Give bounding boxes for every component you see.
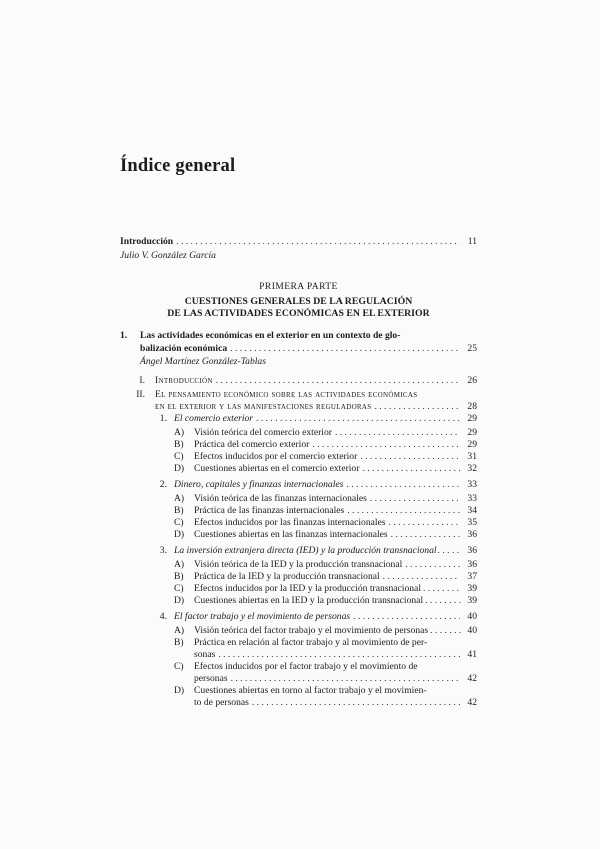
item-letter: C) (174, 451, 184, 462)
toc-entry-section-1[interactable] (155, 374, 477, 387)
item-letter: A) (174, 427, 185, 438)
part-label: PRIMERA PARTE (259, 281, 338, 292)
entry-page: 39 (467, 583, 477, 594)
leader-dots (438, 544, 462, 557)
entry-page: 35 (467, 517, 477, 528)
toc-entry-item[interactable] (194, 462, 477, 475)
item-letter: C) (174, 583, 184, 594)
item-letter: C) (174, 517, 184, 528)
entry-page: 25 (467, 343, 477, 354)
entry-page: 29 (467, 439, 477, 450)
entry-page: 11 (467, 236, 477, 247)
toc-entry-item[interactable] (194, 594, 477, 607)
part-heading-line-2: DE LAS ACTIVIDADES ECONÓMICAS EN EL EXTERIOR (167, 308, 430, 319)
entry-page: 34 (467, 505, 477, 516)
entry-title: Práctica de las finanzas internacionales (194, 505, 345, 516)
entry-page: 36 (467, 545, 477, 556)
item-letter: A) (174, 559, 185, 570)
leader-dots (256, 412, 460, 425)
leader-dots (176, 235, 460, 248)
item-letter: C) (174, 661, 184, 672)
entry-page: 28 (467, 401, 477, 412)
entry-title: en el exterior y las manifestaciones reguladoras (155, 401, 372, 412)
entry-title: Introducción (120, 236, 174, 247)
toc-entry-introduction[interactable] (120, 235, 477, 248)
leader-dots (230, 342, 460, 355)
leader-dots (252, 696, 460, 709)
entry-author: Julio V. González García (120, 250, 216, 261)
item-letter: B) (174, 439, 184, 450)
entry-page: 42 (467, 673, 477, 684)
entry-title: Cuestiones abiertas en la IED y la producción transnacional (194, 595, 424, 606)
subsection-number: 1. (159, 413, 167, 424)
entry-page: 29 (467, 427, 477, 438)
entry-title: Práctica de la IED y la producción transnacional (194, 571, 380, 582)
toc-entry-item[interactable] (194, 528, 477, 541)
subsection-number: 4. (159, 611, 167, 622)
entry-page: 33 (467, 479, 477, 490)
chapter-number: 1. (120, 330, 128, 341)
leader-dots (430, 624, 461, 637)
item-letter: A) (174, 625, 185, 636)
entry-title: Cuestiones abiertas en las finanzas internacionales (194, 529, 388, 540)
entry-page: 29 (467, 413, 477, 424)
entry-title: Dinero, capitales y finanzas internacionales (174, 479, 344, 490)
entry-title: balización económica (140, 343, 228, 354)
page-title: Índice general (120, 156, 236, 176)
entry-page: 36 (467, 559, 477, 570)
chapter-author: Ángel Martínez González-Tablas (140, 356, 266, 367)
toc-entry-subsection-4[interactable] (174, 610, 477, 623)
section-title-line-1[interactable]: El pensamiento económico sobre las actividades económicas (155, 389, 418, 400)
item-letter: D) (174, 595, 185, 606)
section-number: I. (139, 375, 145, 386)
toc-entry-subsection-2[interactable] (174, 478, 477, 491)
toc-entry-subsection-3[interactable] (174, 544, 477, 557)
leader-dots (346, 478, 460, 491)
entry-title: personas (194, 673, 228, 684)
leader-dots (362, 462, 460, 475)
item-title-line-1[interactable]: Efectos inducidos por el factor trabajo y el movimiento de (194, 661, 418, 672)
entry-page: 26 (467, 375, 477, 386)
leader-dots (216, 374, 460, 387)
entry-page: 32 (467, 463, 477, 474)
item-letter: D) (174, 529, 185, 540)
leader-dots (425, 594, 461, 607)
entry-page: 41 (467, 649, 477, 660)
entry-page: 39 (467, 595, 477, 606)
entry-title: Efectos inducidos por el comercio exterior (194, 451, 358, 462)
item-letter: D) (174, 463, 185, 474)
entry-page: 40 (467, 611, 477, 622)
section-number: II. (136, 389, 145, 400)
entry-page: 33 (467, 493, 477, 504)
entry-title: Visión teórica del factor trabajo y el movimiento de personas (194, 625, 429, 636)
entry-title: Visión teórica de las finanzas internacionales (194, 493, 367, 504)
entry-title: Visión teórica del comercio exterior (194, 427, 332, 438)
item-title-line-1[interactable]: Práctica en relación al factor trabajo y al movimiento de per- (194, 637, 428, 648)
entry-title: Introducción (155, 375, 213, 386)
entry-title: El comercio exterior (174, 413, 254, 424)
part-heading-line-1: CUESTIONES GENERALES DE LA REGULACIÓN (184, 296, 413, 307)
toc-entry-item[interactable] (194, 696, 477, 709)
entry-page: 37 (467, 571, 477, 582)
entry-title: Práctica del comercio exterior (194, 439, 310, 450)
entry-title: La inversión extranjera directa (IED) y la producción transnacional (174, 545, 437, 556)
item-title-line-1[interactable]: Cuestiones abiertas en torno al factor trabajo y el movimien- (194, 685, 427, 696)
item-letter: A) (174, 493, 185, 504)
entry-page: 36 (467, 529, 477, 540)
item-letter: B) (174, 505, 184, 516)
leader-dots (353, 610, 460, 623)
entry-title: Visión teórica de la IED y la producción transnacional (194, 559, 403, 570)
entry-title: Efectos inducidos por las finanzas internacionales (194, 517, 386, 528)
entry-page: 40 (467, 625, 477, 636)
subsection-number: 3. (159, 545, 167, 556)
entry-title: to de personas (194, 697, 249, 708)
entry-title: El factor trabajo y el movimiento de personas (174, 611, 351, 622)
toc-entry-chapter-1[interactable] (140, 342, 477, 355)
entry-title: Efectos inducidos por la IED y la producción transnacional (194, 583, 421, 594)
item-letter: D) (174, 685, 185, 696)
chapter-title-line-1[interactable]: Las actividades económicas en el exterior en un contexto de glo- (140, 330, 401, 341)
item-letter: B) (174, 637, 184, 648)
entry-title: sonas (194, 649, 216, 660)
subsection-number: 2. (159, 479, 167, 490)
entry-page: 42 (467, 697, 477, 708)
entry-page: 31 (467, 451, 477, 462)
leader-dots (391, 528, 460, 541)
entry-title: Cuestiones abiertas en el comercio exterior (194, 463, 360, 474)
item-letter: B) (174, 571, 184, 582)
toc-entry-subsection-1[interactable] (174, 412, 477, 425)
